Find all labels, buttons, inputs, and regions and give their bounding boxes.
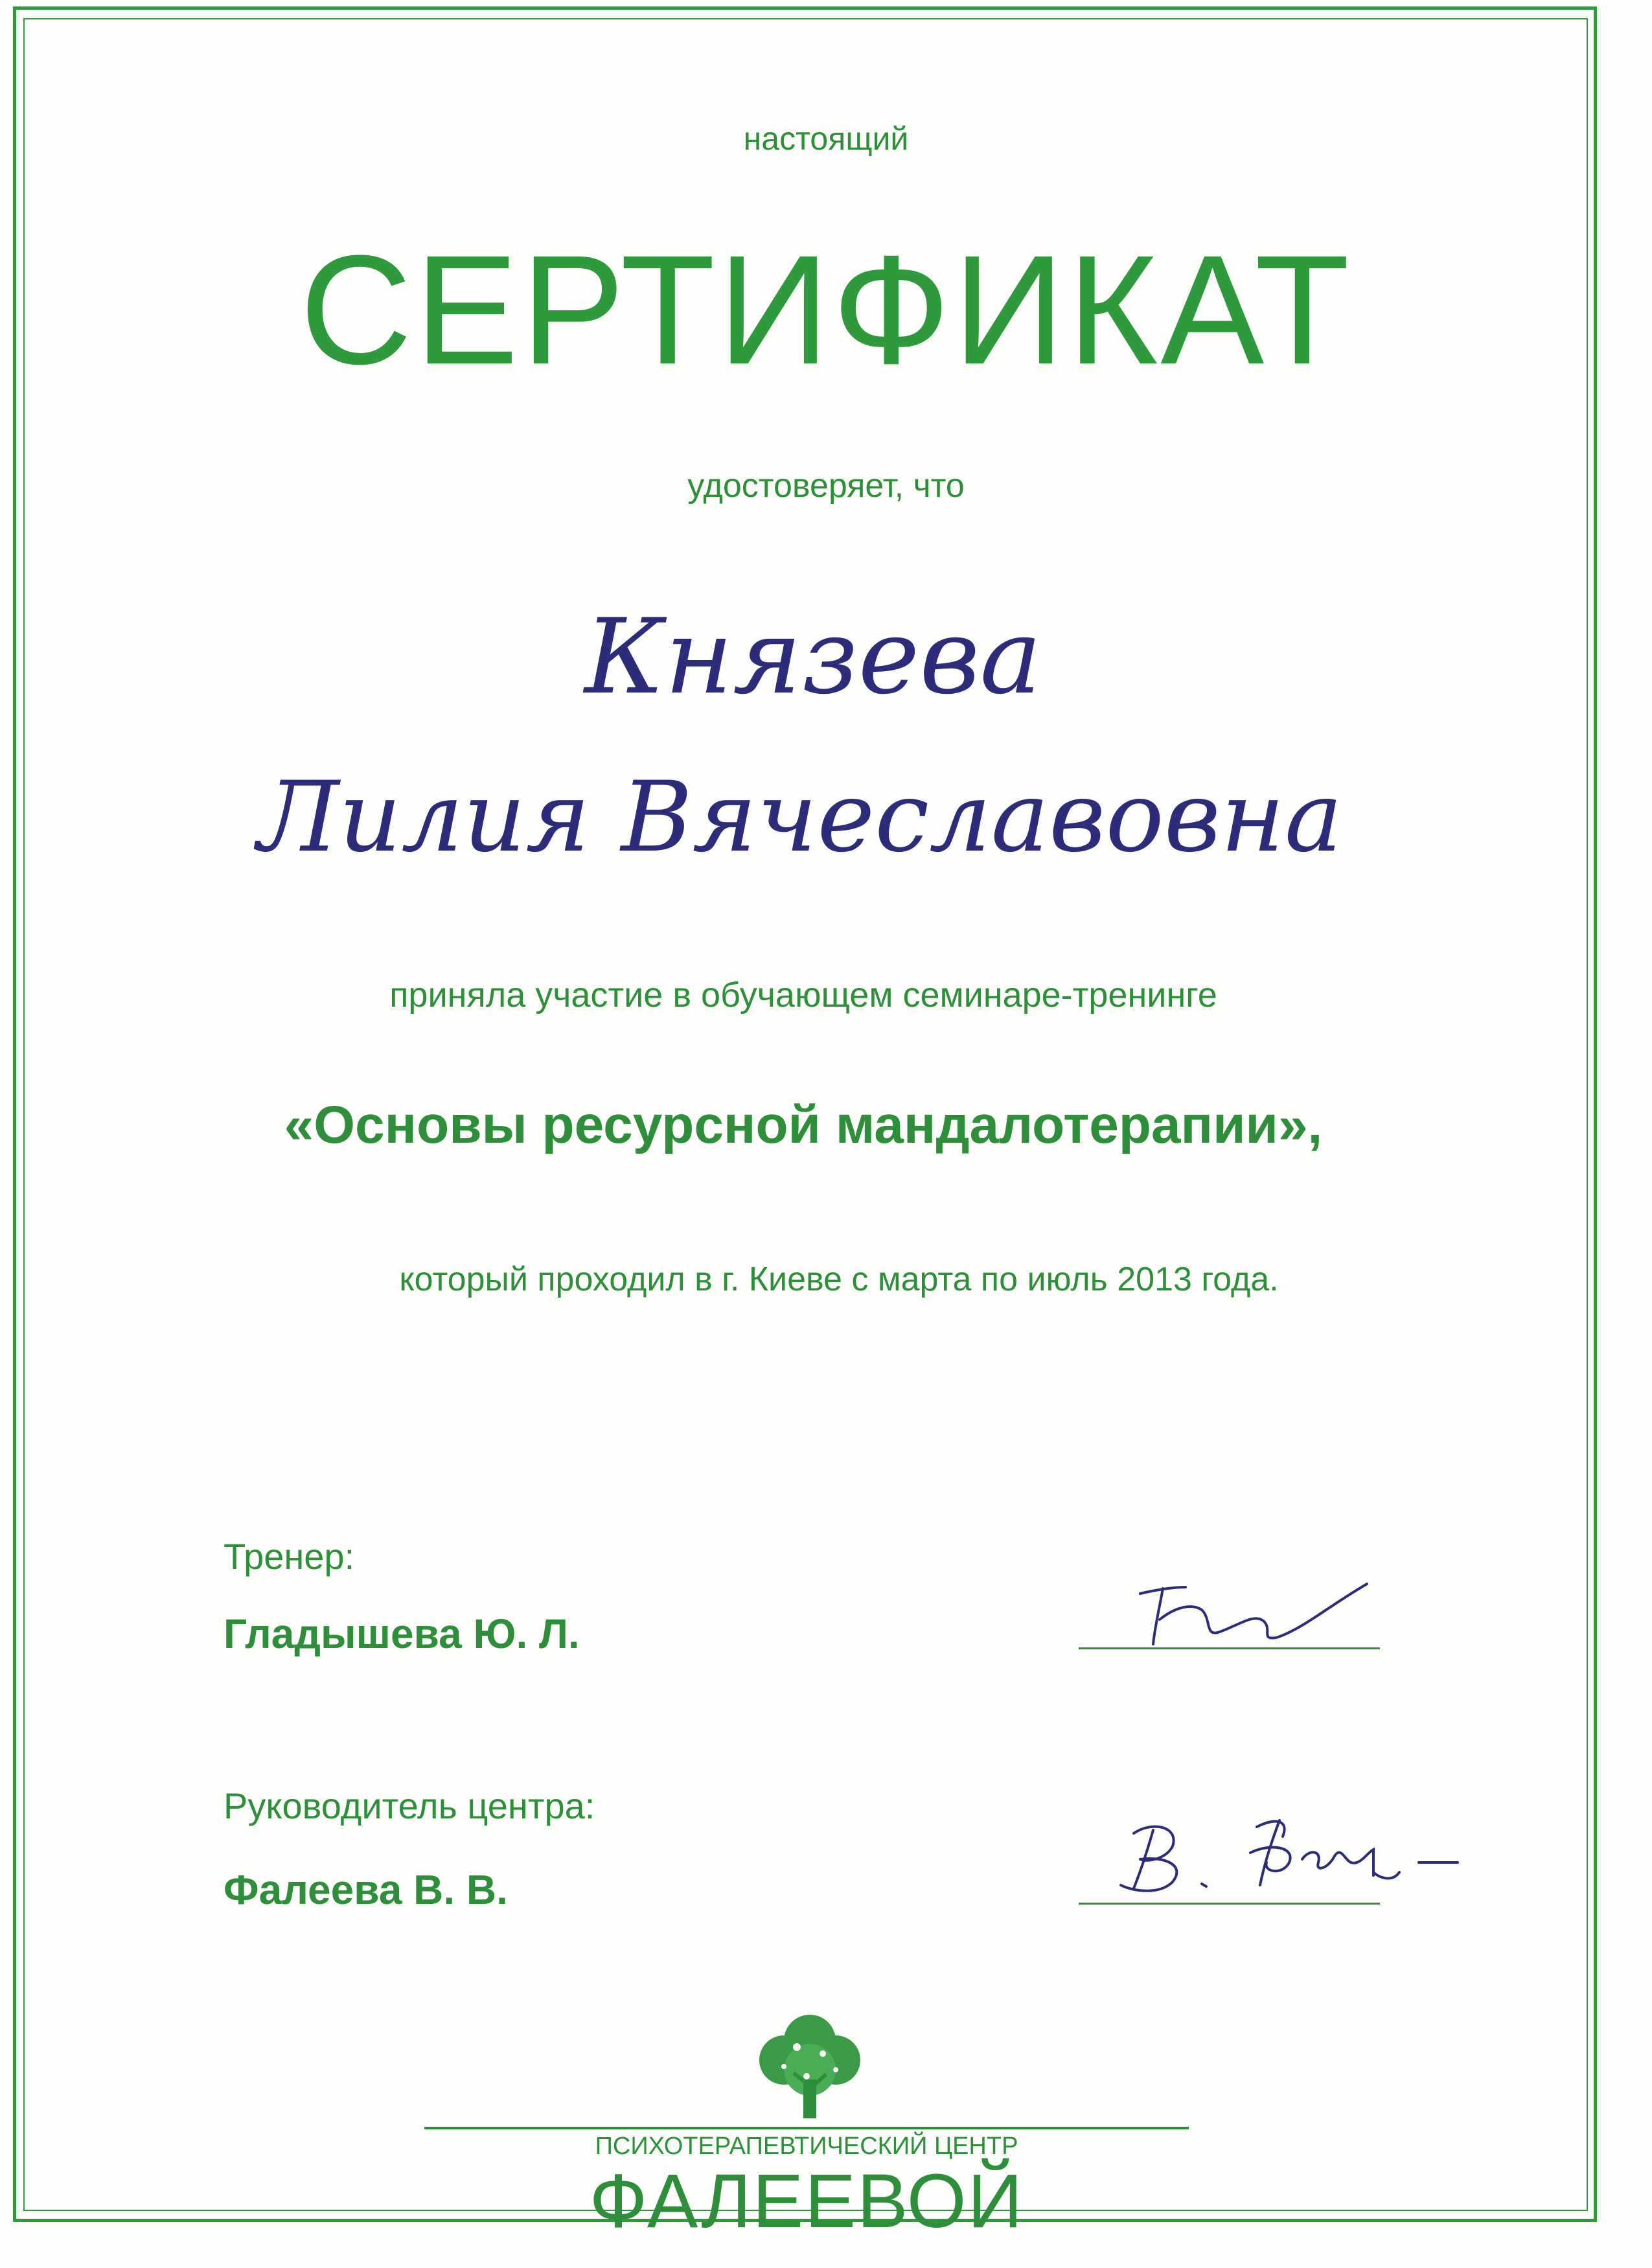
logo-rule (424, 2127, 1189, 2129)
recipient-surname: Князева (584, 596, 1042, 717)
director-name: Фалеева В. В. (224, 1866, 508, 1913)
recipient-given-names: Лилия Вячеславовна (257, 761, 1343, 874)
participation-text: приняла участие в обучающем семинаре-тренинге (389, 976, 1217, 1014)
tree-icon (745, 2008, 875, 2125)
trainer-signature (1114, 1568, 1386, 1658)
logo-name: ФАЛЕЕВОЙ (589, 2159, 1024, 2244)
course-title: «Основы ресурсной мандалотерапии», (284, 1095, 1323, 1154)
logo-subtitle: ПСИХОТЕРАПЕВТИЧЕСКИЙ ЦЕНТР (595, 2133, 1018, 2160)
certificate-title: СЕРТИФИКАТ (299, 223, 1353, 396)
certifies-text: удостоверяет, что (687, 467, 965, 505)
trainer-name: Гладышева Ю. Л. (224, 1610, 580, 1657)
director-label: Руководитель центра: (224, 1785, 595, 1826)
trainer-label: Тренер: (224, 1536, 355, 1577)
director-signature (1095, 1801, 1516, 1905)
course-details: который проходил в г. Киеве с марта по июль 2013 года. (399, 1261, 1279, 1298)
lead-text: настоящий (743, 120, 909, 157)
